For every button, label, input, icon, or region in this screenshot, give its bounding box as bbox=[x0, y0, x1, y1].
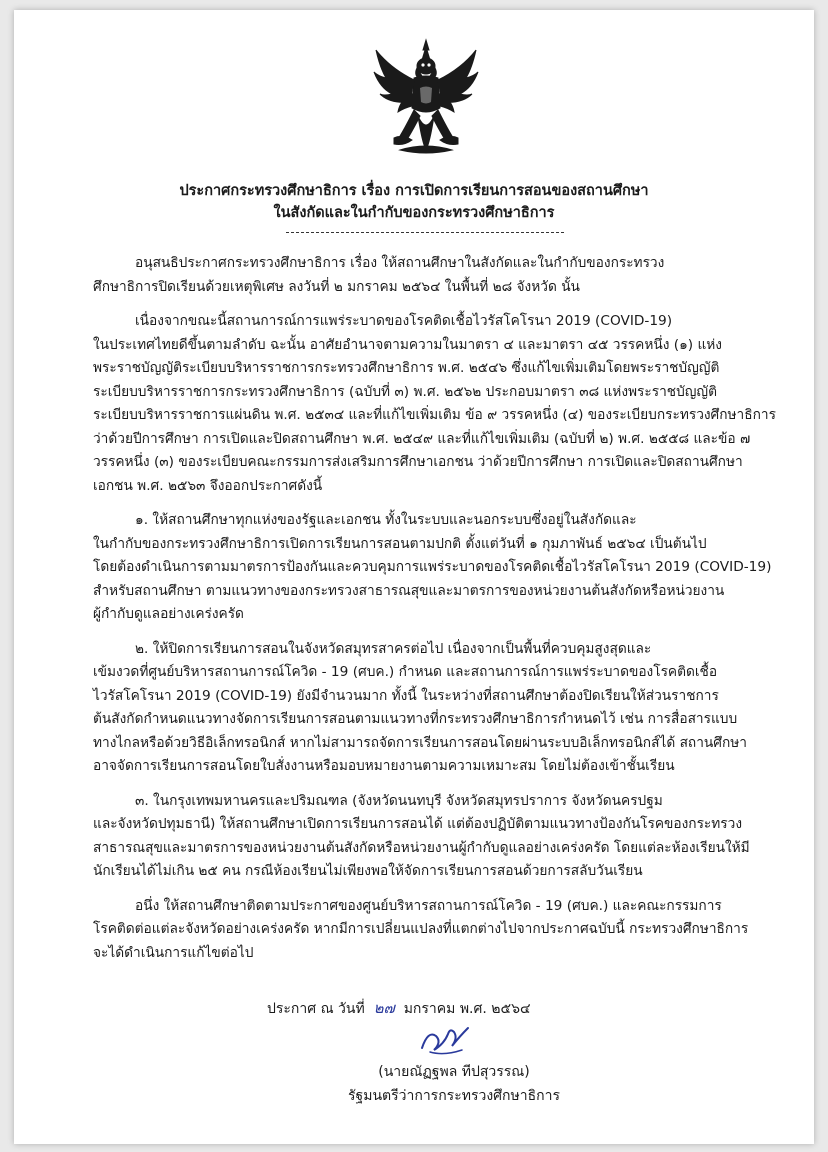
text-line: ต้นสังกัดกำหนดแนวทางจัดการเรียนการสอนตามแนวทางที่กระทรวงศึกษาธิการกำหนดไว้ เช่น การสื่อสารแบบ bbox=[93, 711, 738, 727]
text-line: โดยต้องดำเนินการตามมาตรการป้องกันและควบคุมการแพร่ระบาดของโรคติดเชื้อไวรัสโคโรนา 2019 (COVID-19) bbox=[93, 559, 772, 575]
text-line: ศึกษาธิการปิดเรียนด้วยเหตุพิเศษ ลงวันที่ ๒ มกราคม ๒๕๖๔ ในพื้นที่ ๒๘ จังหวัด นั้น bbox=[93, 278, 580, 295]
text-line: นักเรียนได้ไม่เกิน ๒๕ คน กรณีห้องเรียนไม่เพียงพอให้จัดการเรียนการสอนด้วยการสลับวันเรียน bbox=[93, 863, 643, 879]
text-line: โรคติดต่อแต่ละจังหวัดอย่างเคร่งครัด หากมีการเปลี่ยนแปลงที่แตกต่างไปจากประกาศฉบับนี้ กระทรวงศึกษาธิการ bbox=[93, 921, 749, 937]
garuda-emblem-icon bbox=[370, 38, 482, 158]
text-line: ระเบียบบริหารราชการกระทรวงศึกษาธิการ (ฉบับที่ ๓) พ.ศ. ๒๕๖๒ ประกอบมาตรา ๓๘ แห่งพระราชบัญญัติ bbox=[93, 383, 717, 400]
paragraph-clause-2 bbox=[93, 638, 771, 779]
text-line: ในประเทศไทยดีขึ้นตามลำดับ ฉะนั้น อาศัยอำนาจตามความในมาตรา ๔ และมาตรา ๔๕ วรรคหนึ่ง (๑) แห่ง bbox=[93, 336, 722, 353]
text-line: วรรคหนึ่ง (๓) ของระเบียบคณะกรรมการส่งเสริมการศึกษาเอกชน ว่าด้วยปีการศึกษา การเปิดและปิดสถานศึกษา bbox=[93, 454, 743, 470]
text-line: เข้มงวดที่ศูนย์บริหารสถานการณ์โควิด - 19 (ศบค.) กำหนด และสถานการณ์การแพร่ระบาดของโรคติดเชื้อ bbox=[93, 664, 718, 680]
text-line: สำหรับสถานศึกษา ตามแนวทางของกระทรวงสาธารณสุขและมาตรการของหน่วยงานต้นสังกัดหรือหน่วยงาน bbox=[93, 582, 725, 599]
paragraph-preamble bbox=[93, 310, 776, 498]
document-body bbox=[93, 252, 776, 976]
text-line: ทางไกลหรือด้วยวิธีอิเล็กทรอนิกส์ หากไม่สามารถจัดการเรียนการสอนโดยผ่านระบบอิเล็กทรอนิกส์ได้ สถานศึกษา bbox=[93, 734, 747, 751]
text-line: เอกชน พ.ศ. ๒๕๖๓ จึงออกประกาศดังนี้ bbox=[93, 477, 323, 494]
text-line: ไวรัสโคโรนา 2019 (COVID-19) ยังมีจำนวนมาก ทั้งนี้ ในระหว่างที่สถานศึกษาต้องปิดเรียนให้ส่วนราชการ bbox=[93, 687, 719, 704]
paragraph-closing bbox=[93, 895, 771, 966]
text-line: ๑. ให้สถานศึกษาทุกแห่งของรัฐและเอกชน ทั้งในระบบและนอกระบบซึ่งอยู่ในสังกัดและ bbox=[135, 512, 637, 528]
text-line: ผู้กำกับดูแลอย่างเคร่งครัด bbox=[93, 606, 244, 622]
paragraph-clause-1 bbox=[93, 509, 771, 627]
title-line-2: ในสังกัดและในกำกับของกระทรวงศึกษาธิการ bbox=[273, 205, 555, 221]
document-page bbox=[14, 10, 814, 1144]
text-line: อนึ่ง ให้สถานศึกษาติดตามประกาศของศูนย์บริหารสถานการณ์โควิด - 19 (ศบค.) และคณะกรรมการ bbox=[135, 897, 722, 914]
title-line-1: ประกาศกระทรวงศึกษาธิการ เรื่อง การเปิดการเรียนการสอนของสถานศึกษา bbox=[179, 183, 649, 199]
text-line: อนุสนธิประกาศกระทรวงศึกษาธิการ เรื่อง ให้สถานศึกษาในสังกัดและในกำกับของกระทรวง bbox=[135, 255, 665, 271]
signature-icon bbox=[414, 1022, 474, 1058]
signatory-name: (นายณัฏฐพล ทีปสุวรรณ) bbox=[378, 1064, 530, 1080]
text-line: เนื่องจากขณะนี้สถานการณ์การแพร่ระบาดของโรคติดเชื้อไวรัสโคโรนา 2019 (COVID-19) bbox=[135, 313, 673, 329]
signatory-position: รัฐมนตรีว่าการกระทรวงศึกษาธิการ bbox=[347, 1088, 561, 1104]
text-line: ระเบียบบริหารราชการแผ่นดิน พ.ศ. ๒๕๓๔ และที่แก้ไขเพิ่มเติม ข้อ ๙ วรรคหนึ่ง (๔) ของระเบียบกระทรวงศึกษาธิการ bbox=[93, 407, 776, 423]
paragraph-clause-3 bbox=[93, 790, 771, 884]
document-title bbox=[74, 180, 754, 224]
text-line: สาธารณสุขและมาตรการของหน่วยงานต้นสังกัดหรือหน่วยงานผู้กำกับดูแลอย่างเคร่งครัด โดยแต่ละห้องเรียนให้มี bbox=[93, 839, 750, 856]
signatory bbox=[344, 1060, 564, 1108]
text-line: ว่าด้วยปีการศึกษา การเปิดและปิดสถานศึกษา พ.ศ. ๒๕๔๙ และที่แก้ไขเพิ่มเติม (ฉบับที่ ๒) พ.ศ. ๒๕๕๘ และข้อ ๗ bbox=[93, 430, 751, 447]
paragraph-reference bbox=[93, 252, 771, 299]
text-line: ๒. ให้ปิดการเรียนการสอนในจังหวัดสมุทรสาครต่อไป เนื่องจากเป็นพื้นที่ควบคุมสูงสุดและ bbox=[135, 640, 652, 657]
text-line: และจังหวัดปทุมธานี) ให้สถานศึกษาเปิดการเรียนการสอนได้ แต่ต้องปฏิบัติตามแนวทางป้องกันโรคของกระทรวง bbox=[93, 816, 743, 832]
date-suffix: มกราคม พ.ศ. ๒๕๖๔ bbox=[403, 1001, 531, 1017]
text-line: อาจจัดการเรียนการสอนโดยใบสั่งงานหรือมอบหมายงานตามความเหมาะสม โดยไม่ต้องเข้าชั้นเรียน bbox=[93, 758, 675, 774]
text-line: พระราชบัญญัติระเบียบบริหารราชการกระทรวงศึกษาธิการ พ.ศ. ๒๕๔๖ ซึ่งแก้ไขเพิ่มเติมโดยพระราชบัญญัติ bbox=[93, 360, 720, 376]
announcement-date bbox=[267, 996, 531, 1020]
title-divider bbox=[286, 232, 564, 233]
text-line: ในกำกับของกระทรวงศึกษาธิการเปิดการเรียนการสอนตามปกติ ตั้งแต่วันที่ ๑ กุมภาพันธ์ ๒๕๖๔ เป็นต้นไป bbox=[93, 535, 707, 552]
text-line: จะได้ดำเนินการแก้ไขต่อไป bbox=[93, 944, 254, 961]
text-line: ๓. ในกรุงเทพมหานครและปริมณฑล (จังหวัดนนทบุรี จังหวัดสมุทรปราการ จังหวัดนครปฐม bbox=[135, 792, 663, 809]
handwritten-day: ๒๗ bbox=[373, 999, 395, 1017]
date-prefix: ประกาศ ณ วันที่ bbox=[267, 1001, 365, 1017]
